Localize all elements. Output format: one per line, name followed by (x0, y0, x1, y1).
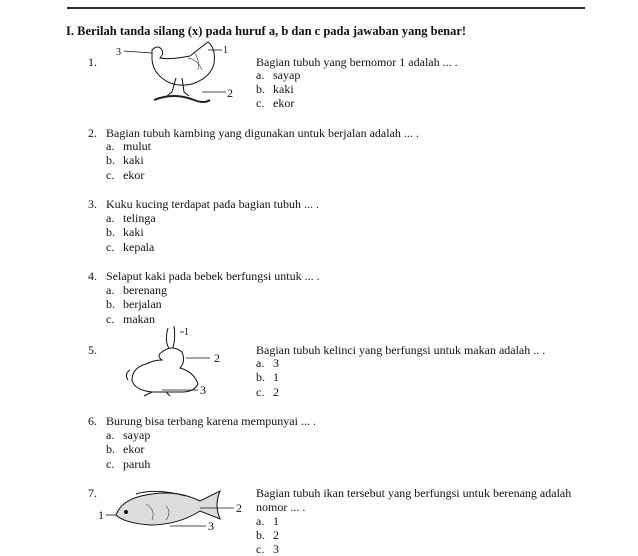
chicken-label-3: 3 (116, 47, 121, 58)
fish-label-3: 3 (208, 519, 214, 533)
q4-option-c[interactable]: c. makan (106, 312, 155, 326)
question-7-text: Bagian tubuh ikan tersebut yang berfungsi untuk berenang adalah (256, 486, 572, 500)
q6-option-a[interactable]: a. sayap (106, 428, 151, 442)
fish-label-2: 2 (236, 501, 242, 515)
q2-option-b[interactable]: b. kaki (106, 153, 144, 167)
fish-figure (96, 486, 248, 550)
q1-option-c[interactable]: c. ekor (256, 96, 295, 110)
chicken-label-1: 1 (223, 45, 228, 56)
fish-label-1: 1 (98, 508, 104, 522)
rabbit-label-3: 3 (200, 383, 206, 397)
question-4-number: 4. (88, 269, 97, 283)
q6-option-c[interactable]: c. paruh (106, 457, 151, 471)
question-2-text: Bagian tubuh kambing yang digunakan untuk berjalan adalah ... . (106, 126, 419, 140)
instruction-heading: I. Berilah tanda silang (x) pada huruf a, b dan c pada jawaban yang benar! (66, 24, 467, 38)
q5-option-a[interactable]: a. 3 (256, 356, 279, 370)
q1-option-a[interactable]: a. sayap (256, 68, 301, 82)
q5-option-c[interactable]: c. 2 (256, 385, 279, 399)
question-1-text: Bagian tubuh yang bernomor 1 adalah ... . (256, 55, 458, 69)
q3-option-b[interactable]: b. kaki (106, 225, 144, 239)
question-5-number: 5. (88, 343, 97, 357)
q4-option-b[interactable]: b. berjalan (106, 297, 162, 311)
question-3-number: 3. (88, 197, 97, 211)
q7-option-b[interactable]: b. 2 (256, 528, 279, 542)
question-4-text: Selaput kaki pada bebek berfungsi untuk ... . (106, 269, 320, 283)
q3-option-c[interactable]: c. kepala (106, 240, 155, 254)
question-6-text: Burung bisa terbang karena mempunyai ... . (106, 414, 316, 428)
rabbit-label-1: 1 (184, 327, 189, 338)
chicken-label-2: 2 (227, 86, 233, 100)
question-3-text: Kuku kucing terdapat pada bagian tubuh ... . (106, 197, 319, 211)
q4-option-a[interactable]: a. berenang (106, 283, 167, 297)
q6-option-b[interactable]: b. ekor (106, 442, 145, 456)
q7-option-a[interactable]: a. 1 (256, 514, 279, 528)
q2-option-c[interactable]: c. ekor (106, 168, 145, 182)
q2-option-a[interactable]: a. mulut (106, 139, 152, 153)
q3-option-a[interactable]: a. telinga (106, 211, 156, 225)
rabbit-label-2: 2 (214, 351, 220, 365)
q7-option-c[interactable]: c. 3 (256, 542, 279, 556)
question-6-number: 6. (88, 414, 97, 428)
question-2-number: 2. (88, 126, 97, 140)
top-rule (67, 7, 585, 9)
question-5-text: Bagian tubuh kelinci yang berfungsi untuk makan adalah .. . (256, 343, 546, 357)
question-7-text-line2: nomor ... . (256, 500, 306, 514)
rabbit-figure (122, 322, 232, 398)
question-7-number: 7. (88, 486, 97, 500)
chicken-figure (112, 40, 252, 112)
q1-option-b[interactable]: b. kaki (256, 82, 294, 96)
question-1-number: 1. (88, 55, 97, 69)
q5-option-b[interactable]: b. 1 (256, 370, 279, 384)
